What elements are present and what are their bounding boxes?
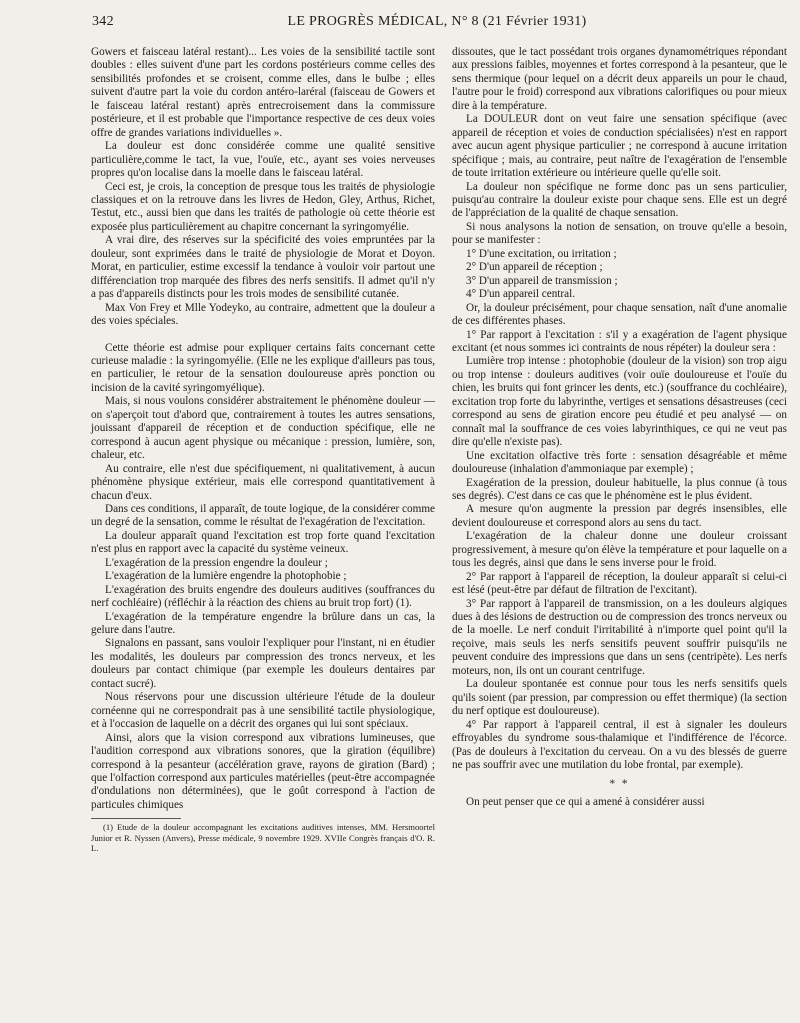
paragraph: Mais, si nous voulons considérer abstraitement le phénomène douleur — on s'aperçoit tout d'abord que, contrairement à toutes les autres sensations, jouissant d'appareil de réception et de conduction spécifique, elle ne correspond à aucun agent physique ou mécanique : pression, lumière, son, chaleur, etc. — [91, 395, 435, 462]
footnote-text: (1) Etude de la douleur accompagnant les excitations auditives intenses, MM. Hersmoortel Junior et R. Nyssen (Anvers), Presse médicale, 9 novembre 1929. XVIIe Congrès français d'O. R. L. — [91, 822, 435, 853]
paragraph: 4° Par rapport à l'appareil central, il est à signaler les douleurs effroyables du syndrome sous-thalamique et l'indifférence de l'écorce. (Pas de douleurs à l'excitation du cerveau. On a vu des blessés de guerre ne pas souffrir avec une mutilation du lobe frontal, par exemple). — [452, 718, 787, 772]
section-separator: * * — [609, 778, 630, 791]
paragraph: Max Von Frey et Mlle Yodeyko, au contraire, admettent que la douleur a des voies spéciales. — [91, 301, 435, 328]
paragraph: L'exagération de la température engendre la brûlure dans un cas, la gelure dans l'autre. — [91, 610, 435, 637]
paragraph: La DOULEUR dont on veut faire une sensation spécifique (avec appareil de réception et voies de conduction spécialisées) n'est en rapport avec aucun agent physique particulier ; ne correspond à aucune irritation spécifique ; mais, au contraire, peut naître de l'exagération de l'ensemble de toute irritation extérieure ou intérieure quelle qu'elle soit. — [452, 113, 787, 180]
paragraph: 1° Par rapport à l'excitation : s'il y a exagération de l'agent physique excitant (et nous sommes ici contraints de nous répéter) la douleur sera : — [452, 328, 787, 354]
paragraph: 2° Par rapport à l'appareil de réception, la douleur apparaît si celui-ci est lésé (peut-être par défaut de filtration de l'excitant). — [452, 570, 787, 597]
paragraph: Dans ces conditions, il apparaît, de toute logique, de la considérer comme un degré de la sensation, comme le résultat de l'exagération de l'excitation. — [91, 502, 435, 529]
paragraph: A mesure qu'on augmente la pression par degrés insensibles, elle devient douloureuse et correspond alors au sens du tact. — [452, 503, 787, 529]
paragraph: La douleur non spécifique ne forme donc pas un sens particulier, puisqu'au contraire la douleur existe pour chaque sens. Elle est un degré de l'appréciation de la qualité de chaque sensation. — [452, 180, 787, 220]
paragraph: A vrai dire, des réserves sur la spécificité des voies empruntées par la douleur, sont exprimées dans le traité de physiologie de Morat et Doyon. Morat, en particulier, estime excessif la tendance à vouloir voir partout une différenciation trop marquée des fibres des nerfs sensitifs. Il admet qu'il n'y a pas d'appareils distincts pour les trois modes de sensibilité cutanée. — [91, 234, 435, 301]
paragraph: L'exagération de la pression engendre la douleur ; — [105, 556, 328, 569]
paragraph: Au contraire, elle n'est due spécifiquement, ni qualitativement, à aucun phénomène physique extérieur, mais elle correspond quantitativement à chacun d'eux. — [91, 462, 435, 502]
sensation-requirements-list — [452, 248, 787, 302]
paragraph: L'exagération de la chaleur donne une douleur croissant progressivement, à mesure qu'on élève la température et pour laquelle on a tous les degrés, ainsi que dans le sens inverse pour le froid. — [452, 530, 787, 570]
paragraph: Si nous analysons la notion de sensation, on trouve qu'elle a besoin, pour se manifester : — [452, 220, 787, 247]
paragraph: L'exagération de la lumière engendre la photophobie ; — [105, 570, 347, 583]
paragraph: Nous réservons pour une discussion ultérieure l'étude de la douleur cornéenne qui ne correspondrait pas à une sensibilité tactile physiologique, et à l'occasion de laquelle on a décrit des organes qui lui sont spéciaux. — [91, 691, 435, 731]
paragraph: Signalons en passant, sans vouloir l'expliquer pour l'instant, ni en étudier les modalités, les douleurs par compression des troncs nerveux, et les douleurs par contact chimique (par exemple les douleurs dentaires par contact sucré). — [91, 637, 435, 690]
footnote — [91, 822, 435, 853]
paragraph: L'exagération des bruits engendre des douleurs auditives (souffrances du nerf cochléaire) (réfléchir à la réaction des chiens au bruit trop fort) (1). — [91, 583, 435, 610]
paragraph: Cette théorie est admise pour expliquer certains faits concernant cette curieuse maladie : la syringomyélie. (Elle ne les explique d'ailleurs pas tous, en particulier, le retour de la sensation douloureuse après ponction ou incision de la cavité syringomyélique). — [91, 341, 435, 394]
paragraph: Une excitation olfactive très forte : sensation désagréable et même douloureuse (inhalation d'ammoniaque par exemple) ; — [452, 449, 787, 476]
paragraph: 3° Par rapport à l'appareil de transmission, on a les douleurs algiques dues à des lésions de destruction ou de compression des troncs nerveux ou de la moelle. Le nerf conduit l'irritabilité à n'importe quel point qu'il la reçoive, mais seuls les nerfs sensitifs peuvent souffrir puisqu'ils ne peuvent conduire des impressions que dans un sens (centripète). Les nerfs moteurs, non, ils ont un courant centrifuge. — [452, 597, 787, 677]
paragraph: Lumière trop intense : photophobie (douleur de la vision) son trop aigu ou trop intense : douleurs auditives (voir ouïe douloureuse et l'ouïe du chien, les bruits qui font grincer les dents, etc.) (souffrance du cochléaire), excitation trop forte du labyrinthe, vertiges et sensations désastreuses (ceci correspond au sens de giration encore peu étudié et peu analysé — on connaît mal la souffrance de ces voies labyrinthiques, ce qui ne veut pas dire qu'elle n'existe pas). — [452, 355, 787, 449]
paragraph: Ceci est, je crois, la conception de presque tous les traités de physiologie classiques et on la retrouve dans les livres de Hedon, Gley, Arthus, Richet, Testut, etc., aussi bien que dans les traités de pathologie où cette théorie est exposée plus particulièrement au chapitre concernant la syringomyélie. — [91, 180, 435, 233]
left-column — [91, 46, 435, 853]
footnote-rule — [91, 818, 181, 819]
page-number: 342 — [92, 14, 114, 29]
paragraph: Or, la douleur précisément, pour chaque sensation, naît d'une anomalie de ces différentes phases. — [452, 301, 787, 328]
right-column — [452, 46, 787, 809]
paragraph: La douleur spontanée est connue pour tous les nerfs sensitifs quels qu'ils soient (par pression, par compression ou effet thermique) (la section du nerf optique est douloureuse). — [452, 678, 787, 718]
list-item: 3° D'un appareil de transmission ; — [466, 274, 618, 287]
list-item: 4° D'un appareil central. — [466, 288, 575, 301]
paragraph: Exagération de la pression, douleur habituelle, la plus connue (à tous ses degrés). C'est dans ce cas que le phénomène est le plus évident. — [452, 476, 787, 502]
paragraph: Gowers et faisceau latéral restant)... Les voies de la sensibilité tactile sont doubles : elles suivent d'une part les cordons postérieurs comme celles des sensibilités profondes et se croisent, comme elles, dans le bulbe ; elles suivent d'autre part la voie du cordon antéro-laréral (faisceau de Gowers et le faisceau latéral restant) après entrecroisement dans la commissure postérieure, et il est probable que l'importance respective de ces deux voies offre de grandes variations individuelles ». — [91, 46, 435, 139]
paragraph: Ainsi, alors que la vision correspond aux vibrations lumineuses, que l'audition correspond aux vibrations sonores, que la giration (équilibre) correspond à la pesanteur (accélération grave, rayons de giration (Bard) ; que l'olfaction correspond aux particules matérielles (peut-être accompagnée d'ondulations non déterminées), que le goût correspond à l'action de particules chimiques — [91, 731, 435, 811]
list-item: 2° D'un appareil de réception ; — [466, 261, 603, 274]
paragraph: dissoutes, que le tact possédant trois organes dynamométriques répondant aux pressions faibles, moyennes et fortes correspond à la pesanteur, que le sens thermique (pour lequel on a décrit deux appareils un pour le chaud, l'autre pour le froid) correspond aux vibrations calorifiques ou pour mieux dire à la température. — [452, 46, 787, 112]
paragraph: La douleur apparaît quand l'excitation est trop forte quand l'excitation n'est plus en rapport avec la capacité du système veineux. — [91, 529, 435, 556]
running-title: LE PROGRÈS MÉDICAL, N° 8 (21 Février 1931) — [287, 14, 587, 29]
paragraph: La douleur est donc considérée comme une qualité sensitive particulière,comme le tact, la vue, l'ouïe, etc., ayant ses voies nerveuses propres qu'on localise dans la moelle dans le faisceau latéral. — [91, 140, 435, 180]
page-header — [92, 14, 782, 36]
list-item: 1° D'une excitation, ou irritation ; — [466, 247, 617, 260]
closing-line: On peut penser que ce qui a amené à considérer aussi — [466, 795, 705, 808]
